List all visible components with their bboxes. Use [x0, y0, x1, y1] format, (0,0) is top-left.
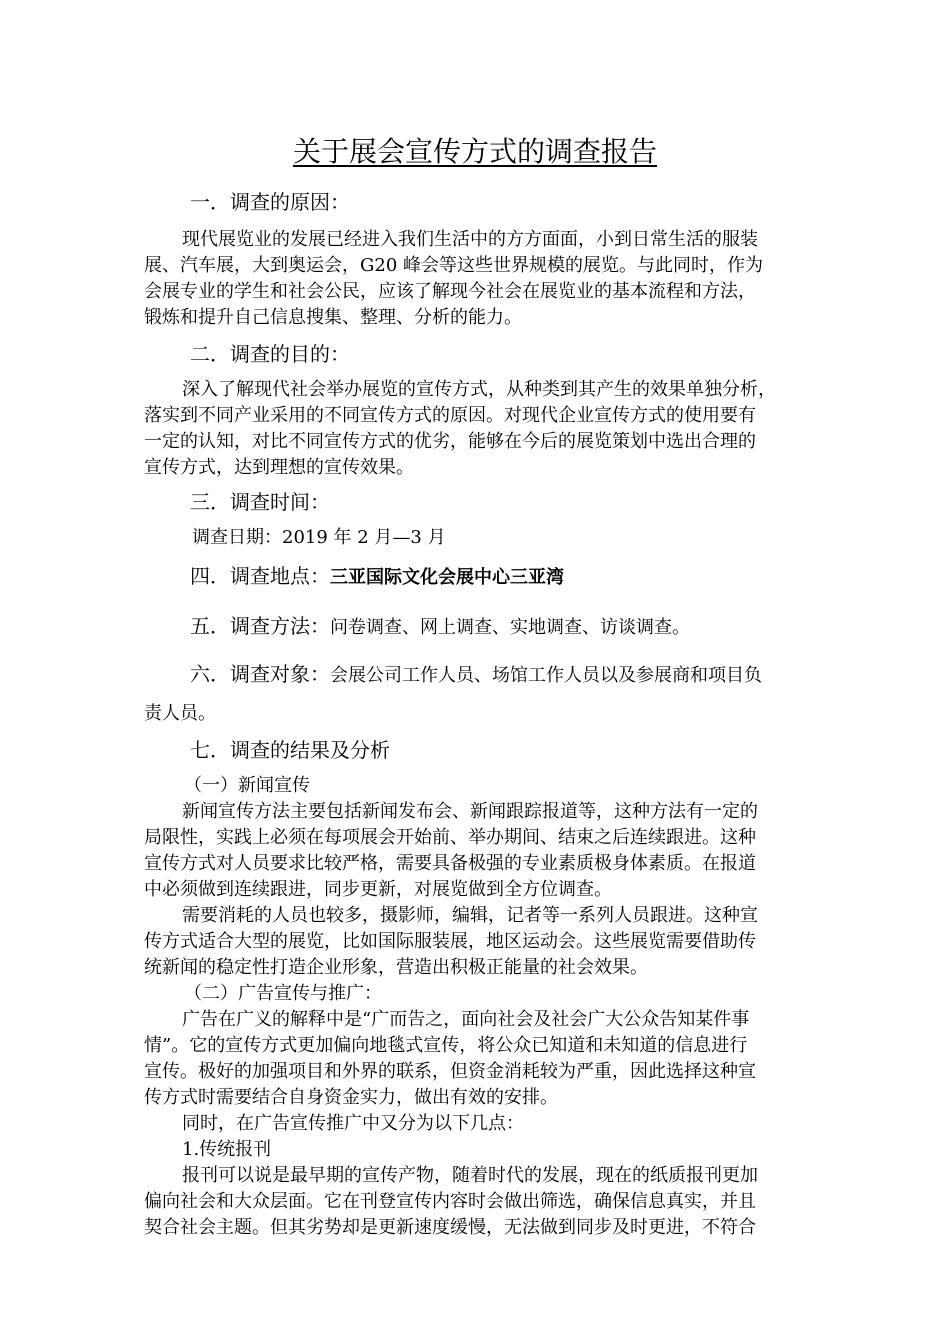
p2-line-1: 需要消耗的人员也较多，摄影师，编辑，记者等一系列人员跟进。这种宣: [182, 905, 758, 926]
p3-line-4: 传方式时需要结合自身资金实力，做出有效的安排。: [144, 1087, 558, 1108]
section-7-heading: 七．调查的结果及分析: [190, 738, 390, 762]
section-1-heading: 一．调查的原因：: [190, 190, 350, 214]
s2-line-1: 深入了解现代社会举办展览的宣传方式，从种类到其产生的效果单独分析，: [182, 379, 776, 400]
p2-line-3: 统新闻的稳定性打造企业形象，营造出积极正能量的社会效果。: [144, 957, 648, 978]
section-2-heading: 二．调查的目的：: [190, 342, 350, 366]
survey-location: 三亚国际文化会展中心三亚湾: [330, 567, 564, 588]
survey-date: 调查日期：2019 年 2 月—3 月: [192, 527, 446, 548]
section-3-heading: 三．调查时间：: [190, 490, 330, 514]
s2-line-2: 落实到不同产业采用的不同宣传方式的原因。对现代企业宣传方式的使用要有: [144, 405, 756, 426]
p3-line-3: 宣传。极好的加强项目和外界的联系，但资金消耗较为严重，因此选择这种宣: [144, 1061, 756, 1082]
s2-line-4: 宣传方式，达到理想的宣传效果。: [144, 457, 414, 478]
s2-line-3: 一定的认知，对比不同宣传方式的优劣，能够在今后的展览策划中选出合理的: [144, 431, 756, 452]
p5-line-1: 报刊可以说是最早期的宣传产物，随着时代的发展，现在的纸质报刊更加: [182, 1165, 758, 1186]
s1-line-2: 展、汽车展，大到奥运会，G20 峰会等这些世界规模的展览。与此同时，作为: [144, 255, 764, 276]
p2-line-2: 传方式适合大型的展览，比如国际服装展，地区运动会。这些展览需要借助传: [144, 931, 756, 952]
section-4-label: 四．调查地点：: [190, 564, 330, 588]
p1-line-3: 宣传方式对人员要求比较严格，需要具备极强的专业素质极身体素质。在报道: [144, 853, 756, 874]
subsection-news: （一）新闻宣传: [184, 775, 310, 796]
s1-line-1: 现代展览业的发展已经进入我们生活中的方方面面，小到日常生活的服装: [182, 229, 758, 250]
section-6-heading: [190, 660, 762, 690]
survey-methods: 问卷调查、网上调查、实地调查、访谈调查。: [330, 617, 690, 638]
s1-line-3: 会展专业的学生和社会公民，应该了解现今社会在展览业的基本流程和方法，: [144, 281, 756, 302]
p3-line-1: 广告在广义的解释中是“广而告之，面向社会及社会广大公众告知某件事: [182, 1009, 750, 1030]
p3-line-2: 情”。它的宣传方式更加偏向地毯式宣传，将公众已知道和未知道的信息进行: [144, 1035, 748, 1056]
section-6-label: 六．调查对象：: [190, 662, 330, 686]
s1-line-4: 锻炼和提升自己信息搜集、整理、分析的能力。: [144, 307, 522, 328]
p1-line-1: 新闻宣传方法主要包括新闻发布会、新闻跟踪报道等，这种方法有一定的: [182, 801, 758, 822]
list-item-traditional-press: 1.传统报刊: [182, 1139, 272, 1160]
section-5-heading: [190, 612, 690, 642]
document-title: 关于展会宣传方式的调查报告: [292, 135, 657, 168]
p5-line-2: 偏向社会和大众层面。它在刊登宣传内容时会做出筛选，确保信息真实，并且: [144, 1191, 756, 1212]
section-5-label: 五．调查方法：: [190, 614, 330, 638]
survey-subjects: 会展公司工作人员、场馆工作人员以及参展商和项目负: [330, 665, 762, 686]
p4-line-1: 同时，在广告宣传推广中又分为以下几点：: [182, 1113, 524, 1134]
p1-line-2: 局限性，实践上必须在每项展会开始前、举办期间、结束之后连续跟进。这种: [144, 827, 756, 848]
subsection-advertising: （二）广告宣传与推广：: [184, 983, 382, 1004]
survey-subjects-cont: 责人员。: [144, 703, 216, 724]
p1-line-4: 中必须做到连续跟进，同步更新，对展览做到全方位调查。: [144, 879, 612, 900]
section-4-heading: [190, 562, 564, 592]
p5-line-3: 契合社会主题。但其劣势却是更新速度缓慢，无法做到同步及时更进，不符合: [144, 1217, 756, 1238]
